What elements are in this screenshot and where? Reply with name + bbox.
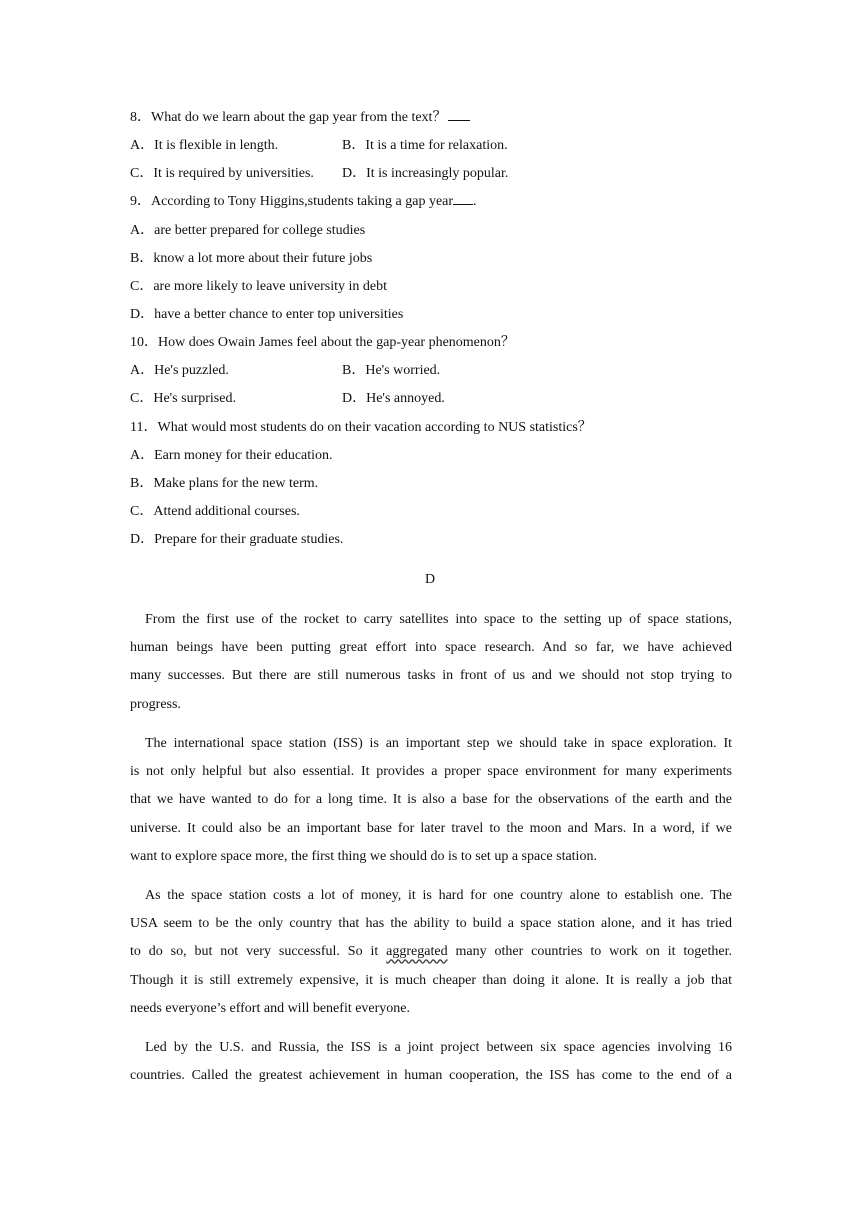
paragraph-line: many successes. But there are still numerous tasks in front of us and we should not stop trying to (130, 668, 732, 684)
paragraph-line: As the space station costs a lot of money, it is hard for one country alone to establish one. The (145, 888, 732, 903)
question-8-option-d: D．It is increasingly popular. (342, 166, 509, 181)
paragraph-line: that we have wanted to do for a long time. It is also a base for the observations of the earth and the (130, 792, 732, 808)
question-11-text: 11．What would most students do on their vacation according to NUS statistics？ (130, 420, 592, 435)
paragraph-line: countries. Called the greatest achievement in human cooperation, the ISS has come to the end of a (130, 1068, 732, 1084)
paragraph-line: want to explore space more, the first thing we should do is to set up a space station. (130, 848, 597, 864)
paragraph-line: progress. (130, 696, 181, 712)
line-text: many other countries to work on it together. (447, 944, 732, 960)
question-11-stem (130, 418, 592, 438)
question-9-option-d: D．have a better chance to enter top universities (130, 307, 404, 322)
question-8-option-a: A．It is flexible in length. (130, 138, 279, 153)
question-9-option-c: C．are more likely to leave university in debt (130, 279, 387, 294)
answer-blank (448, 108, 470, 121)
passage-paragraph-4 (130, 1034, 732, 1090)
question-10-stem (130, 333, 515, 353)
question-10-option-c: C．He's surprised. (130, 391, 236, 406)
paragraph-line: human beings have been putting great effort into space research. And so far, we have achieved (130, 640, 732, 656)
paragraph-line: needs everyone’s effort and will benefit everyone. (130, 1000, 411, 1016)
question-10-option-b: B．He's worried. (342, 363, 441, 378)
paragraph-line: Though it is still extremely expensive, it is much cheaper than doing it alone. It is really a job that (130, 972, 732, 988)
underlined-vocabulary-word: aggregated (386, 944, 448, 960)
question-8-text: 8．What do we learn about the gap year from the text？ (130, 110, 447, 125)
question-10-option-a: A．He's puzzled. (130, 363, 229, 378)
question-11-option-b: B．Make plans for the new term. (130, 476, 319, 491)
paragraph-line (130, 938, 732, 966)
question-11-option-a: A．Earn money for their education. (130, 448, 333, 463)
line-text: to do so, but not very successful. So it (130, 944, 387, 960)
question-8-option-c: C．It is required by universities. (130, 166, 314, 181)
paragraph-line: USA seem to be the only country that has the ability to build a space station alone, and it has tried (130, 916, 732, 932)
question-10-text: 10．How does Owain James feel about the gap-year phenomenon？ (130, 335, 515, 350)
passage-paragraph-1 (130, 606, 732, 719)
question-8-stem (130, 108, 470, 128)
question-11-option-d: D．Prepare for their graduate studies. (130, 532, 344, 547)
question-8-option-b: B．It is a time for relaxation. (342, 138, 508, 153)
section-heading: D (424, 572, 436, 587)
question-11-option-c: C．Attend additional courses. (130, 504, 300, 519)
paragraph-line: Led by the U.S. and Russia, the ISS is a joint project between six space agencies involving 16 (145, 1040, 732, 1055)
question-9-text: 9．According to Tony Higgins,students taking a gap year (130, 194, 454, 209)
paragraph-line: is not only helpful but also essential. It provides a proper space environment for many experiments (130, 764, 732, 780)
question-9-text-end: . (473, 194, 477, 209)
paragraph-line: The international space station (ISS) is an important step we should take in space exploration. It (145, 736, 732, 751)
question-9-stem (130, 192, 477, 212)
passage-paragraph-2 (130, 730, 732, 871)
passage-paragraph-3 (130, 882, 732, 1023)
answer-blank (453, 192, 473, 205)
paragraph-line: From the first use of the rocket to carry satellites into space to the setting up of space stations, (145, 612, 732, 627)
question-9-option-b: B．know a lot more about their future jobs (130, 251, 373, 266)
question-10-option-d: D．He's annoyed. (342, 391, 445, 406)
question-9-option-a: A．are better prepared for college studies (130, 223, 366, 238)
paragraph-line: universe. It could also be an important base for later travel to the moon and Mars. In a word, if we (130, 820, 732, 836)
